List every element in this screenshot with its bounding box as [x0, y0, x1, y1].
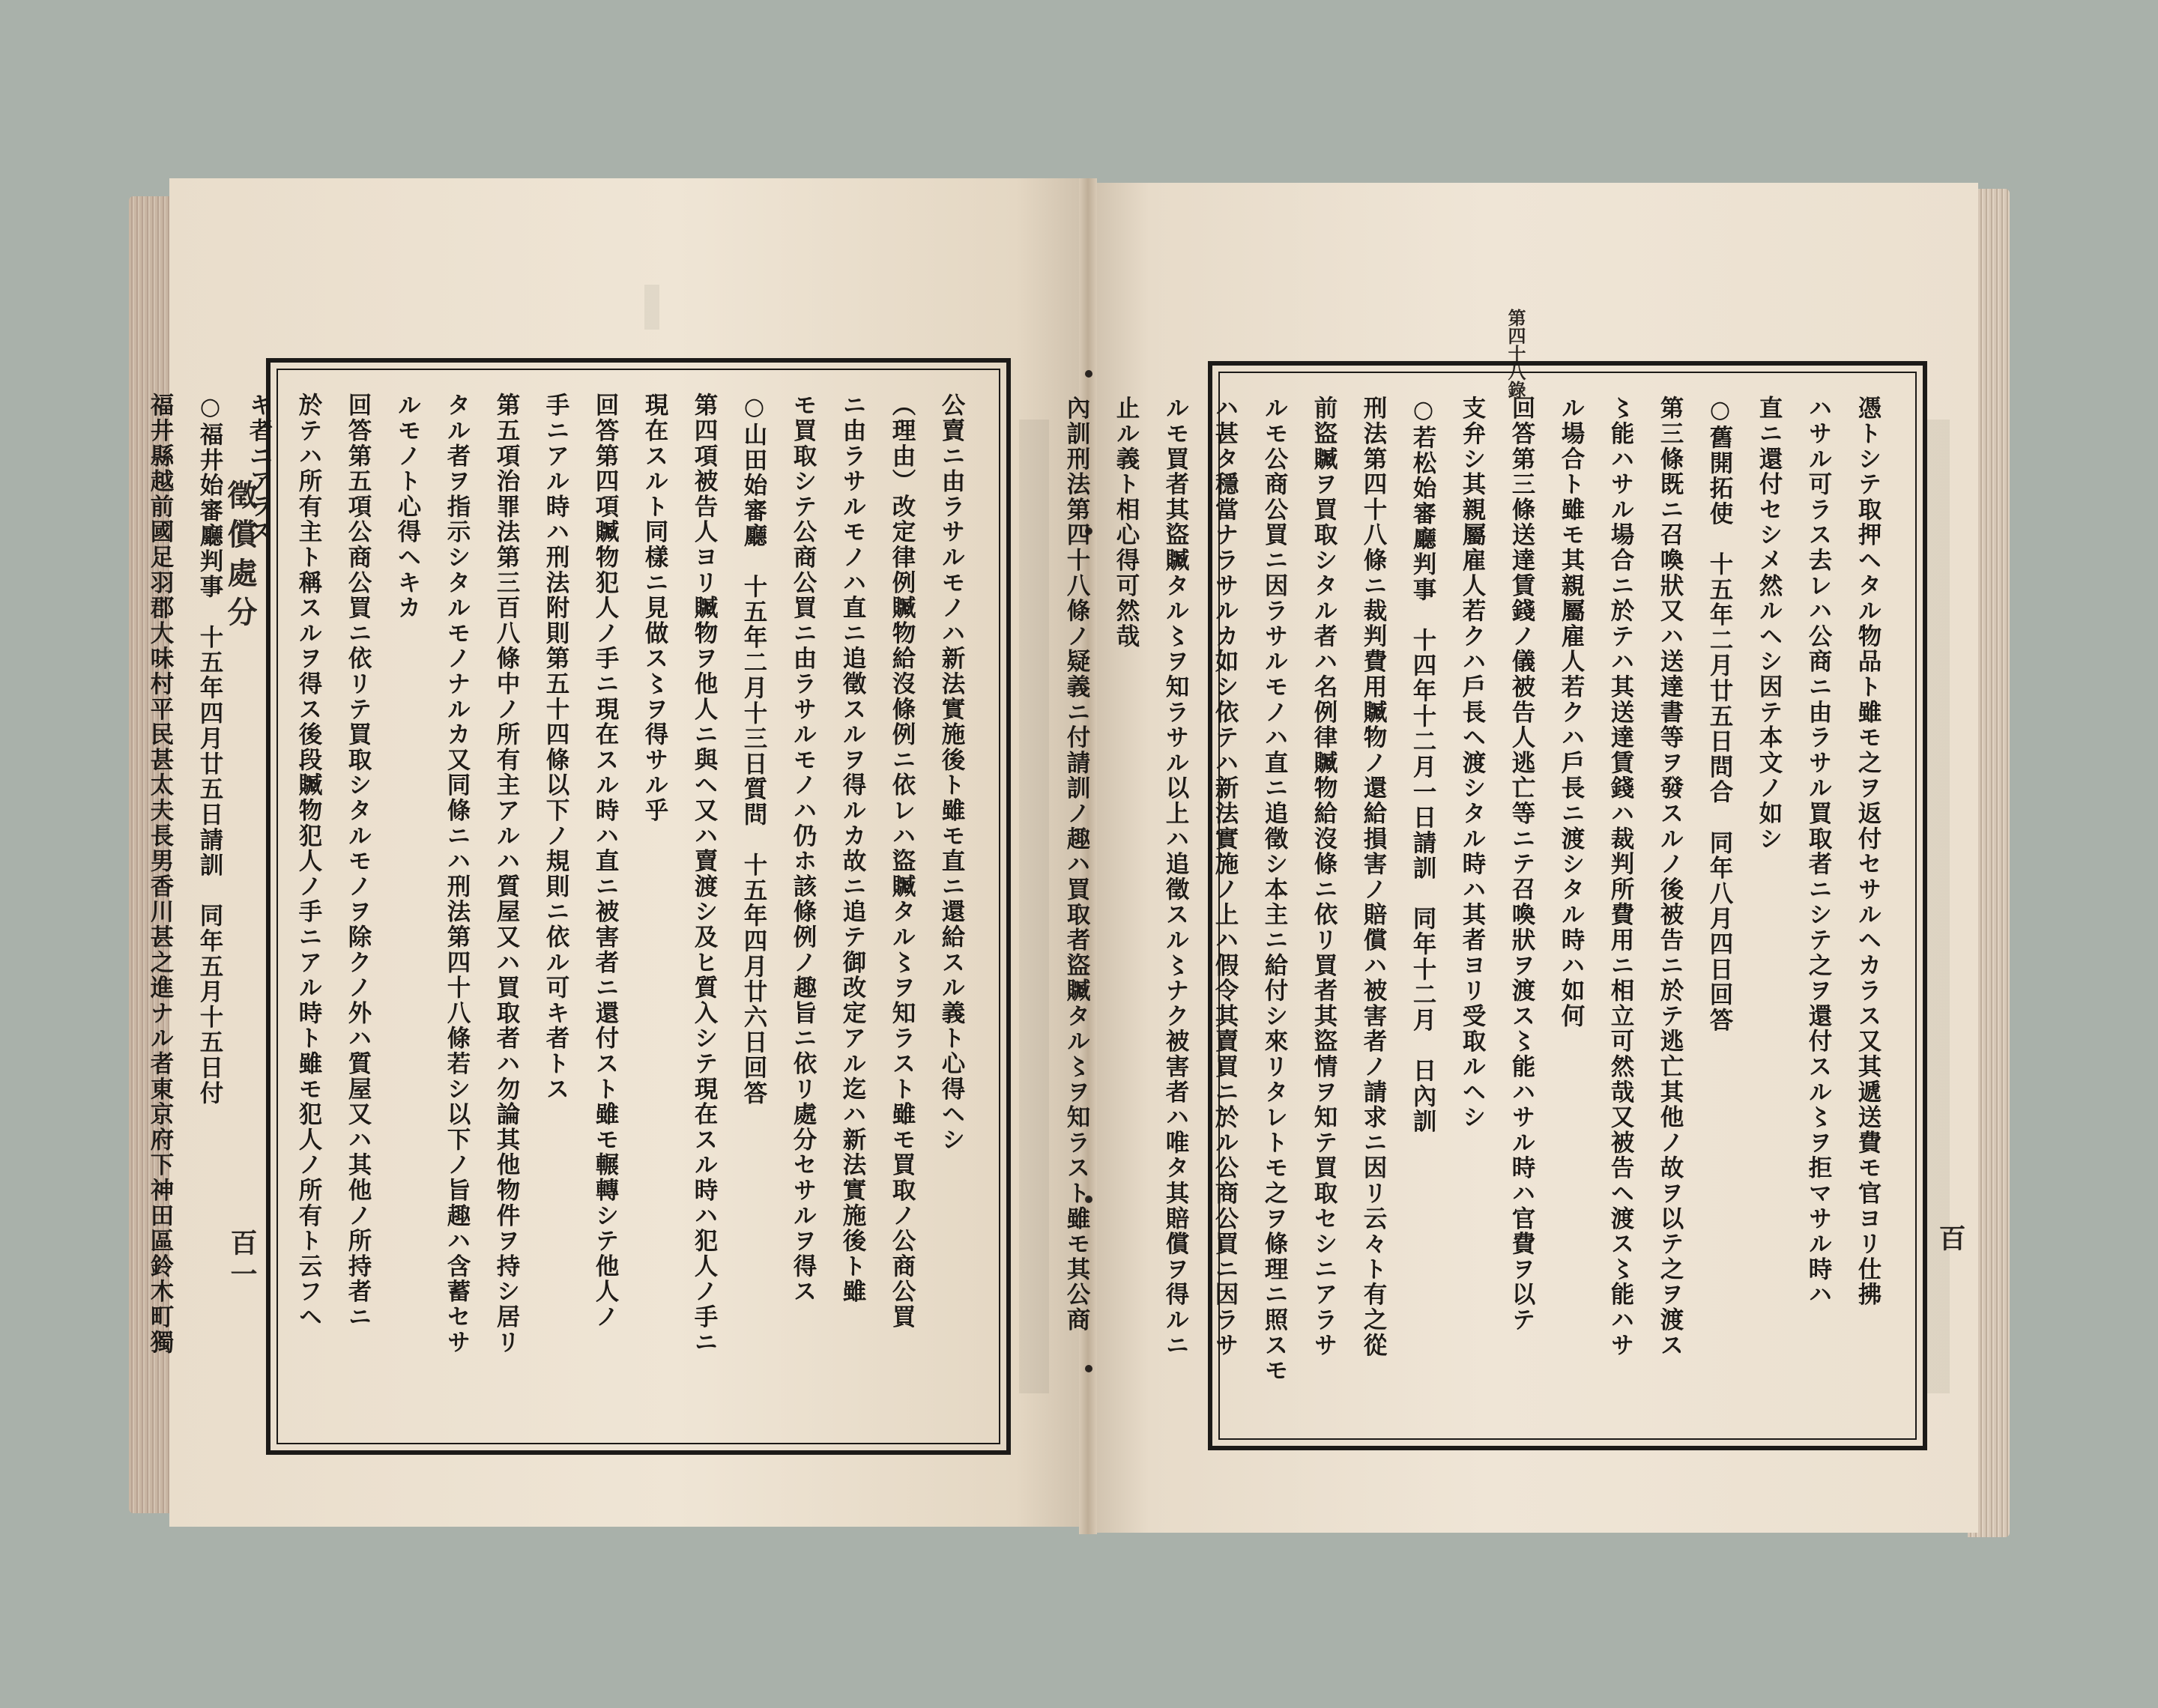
text-column: 於テハ所有主ト稱スルヲ得ス後段贓物犯人ノ手ニアル時ト雖モ犯人ノ所有ト云フヘ — [295, 393, 323, 1330]
text-block-right — [1063, 396, 1893, 1416]
text-column: 現在スルト同樣ニ見做ス〻ヲ得サル乎 — [641, 393, 669, 823]
stitch-hole — [1085, 370, 1092, 378]
text-column: 前盜贓ヲ買取シタル者ハ名例律贓物給沒條ニ依リ買者其盜情ヲ知テ買取セシニアラサ — [1311, 396, 1338, 1358]
show-through-mark — [644, 285, 659, 330]
text-column: ○福井始審廳判事 十五年四月廿五日請訓 同年五月十五日付 — [196, 393, 224, 1106]
text-column: 手ニアル時ハ刑法附則第五十四條以下ノ規則ニ依ル可キ者トス — [542, 393, 570, 1102]
text-column: モ買取シテ公商公買ニ由ラサルモノハ仍ホ該條例ノ趣旨ニ依リ處分セサルヲ得ス — [790, 393, 817, 1304]
text-column: ルモ公商公買ニ因ラサルモノハ直ニ追徵シ本主ニ給付シ來リタレトモ之ヲ條理ニ照スモ — [1261, 396, 1289, 1384]
text-column: ハサル可ラス去レハ公商ニ由ラサル買取者ニシテ之ヲ還付スル〻ヲ拒マサル時ハ — [1805, 396, 1833, 1307]
text-column: 回答第三條送達賃錢ノ儀被告人逃亡等ニテ召喚狀ヲ渡ス〻能ハサル時ハ官費ヲ以テ — [1508, 396, 1536, 1333]
text-column: （理由）改定律例贓物給沒條例ニ依レハ盜贓タル〻ヲ知ラスト雖モ買取ノ公商公買 — [889, 393, 916, 1330]
text-column: ○舊開拓使 十五年二月廿五日問合 同年八月四日回答 — [1706, 396, 1734, 1033]
text-column: 〻能ハサル場合ニ於テハ其送達賃錢ハ裁判所費用ニ相立可然哉又被告ヘ渡ス〻能ハサ — [1607, 396, 1635, 1358]
show-through-text — [1019, 420, 1049, 1393]
page-number-right: 百 — [1935, 1224, 1966, 1251]
text-column: 止ル義ト相心得可然哉 — [1113, 396, 1140, 649]
text-column: ル場合ト雖モ其親屬雇人若クハ戶長ニ渡シタル時ハ如何 — [1558, 396, 1586, 1029]
text-column: 直ニ還付セシメ然ルヘシ因テ本文ノ如シ — [1756, 396, 1783, 852]
text-column: 回答第四項贓物犯人ノ手ニ現在スル時ハ直ニ被害者ニ還付スト雖モ輾轉シテ他人ノ — [592, 393, 620, 1330]
text-column: ニ由ラサルモノハ直ニ追徵スルヲ得ルカ故ニ追テ御改定アル迄ハ新法實施後ト雖 — [839, 393, 867, 1304]
text-column: 公賣ニ由ラサルモノハ新法實施後ト雖モ直ニ還給スル義ト心得ヘシ — [938, 393, 966, 1152]
record-label: 第四十八錄 — [1505, 309, 1526, 399]
text-column: タル者ヲ指示シタルモノナルカ又同條ニハ刑法第四十八條若シ以下ノ旨趣ハ含蓄セサ — [444, 393, 471, 1355]
text-column: ルモ買者其盜贓タル〻ヲ知ラサル以上ハ追徵スル〻ナク被害者ハ唯タ其賠償ヲ得ルニ — [1162, 396, 1190, 1358]
text-column: 第五項治罪法第三百八條中ノ所有主アルハ質屋又ハ買取者ハ勿論其他物件ヲ持シ居リ — [493, 393, 521, 1355]
text-column: ハ甚タ穩當ナラサルカ如シ依テハ新法實施ノ上ハ假令其賣買ニ於ル公商公買ニ因ラサ — [1212, 396, 1239, 1358]
text-column: キ者ニアラス — [246, 393, 273, 545]
chapter-title: 徵償處分 — [223, 479, 258, 635]
text-frame-right — [1063, 361, 1927, 1450]
text-column: ○山田始審廳 十五年二月十三日質問 十五年四月廿六日回答 — [740, 393, 768, 1106]
text-column: ○若松始審廳判事 十四年十二月一日請訓 同年十二月 日內訓 — [1409, 396, 1437, 1134]
text-column: 福井縣越前國足羽郡大味村平民甚太夫長男香川甚之進ナル者東京府下神田區鈴木町獨 — [147, 393, 175, 1355]
text-column: 第四項被告人ヨリ贓物ヲ他人ニ與ヘ又ハ賣渡シ及ヒ質入シテ現在スル時ハ犯人ノ手ニ — [691, 393, 719, 1355]
page-number-left: 百一 — [226, 1229, 258, 1291]
text-column: 支弁シ其親屬雇人若クハ戶長ヘ渡シタル時ハ其者ヨリ受取ルヘシ — [1459, 396, 1487, 1130]
text-column: 回答第五項公商公買ニ依リテ買取シタルモノヲ除クノ外ハ質屋又ハ其他ノ所持者ニ — [345, 393, 372, 1330]
text-column: 內訓刑法第四十八條ノ疑義ニ付請訓ノ趣ハ買取者盜贓タル〻ヲ知ラスト雖モ其公商 — [1063, 396, 1091, 1333]
text-column: 刑法第四十八條ニ裁判費用贓物ノ還給損害ノ賠償ハ被害者ノ請求ニ因リ云々ト有之從 — [1360, 396, 1388, 1358]
text-column: 憑トシテ取押ヘタル物品ト雖モ之ヲ返付セサルヘカラス又其遞送費モ官ヨリ仕拂 — [1855, 396, 1882, 1307]
text-column: 第三條既ニ召喚狀又ハ送達書等ヲ發スルノ後被告ニ於テ逃亡其他ノ故ヲ以テ之ヲ渡ス — [1657, 396, 1684, 1358]
text-column: ルモノト心得ヘキカ — [394, 393, 422, 621]
